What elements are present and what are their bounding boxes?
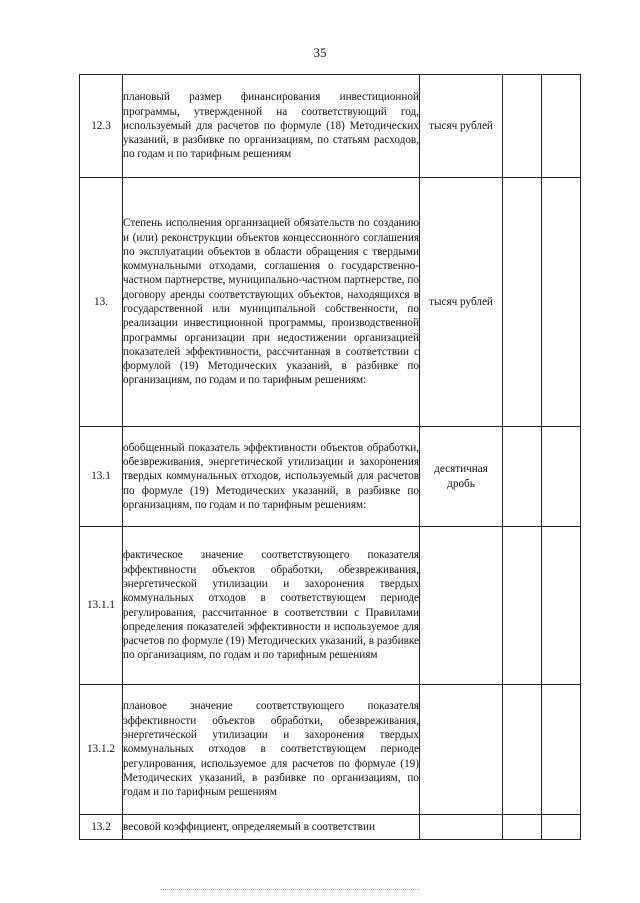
empty-cell xyxy=(503,527,542,685)
row-number: 13.1.1 xyxy=(80,527,123,685)
empty-cell xyxy=(542,178,581,427)
row-unit: тысяч рублей xyxy=(420,178,503,427)
indicator-table xyxy=(79,74,581,840)
table-row xyxy=(80,75,581,178)
row-description: фактическое значение соответствующего показателя эффективности объектов обработки, обезвреживания, энергетической утилизации и захоронения твердых коммунальных отходов в соответствующем периоде регулирования, рассчитанное в соответствии с Правилами определения показателей эффективности и используемое для расчетов по формуле (19) Методических указаний, в разбивке по организациям, по годам и по тарифным решениям xyxy=(123,527,420,685)
empty-cell xyxy=(503,178,542,427)
empty-cell xyxy=(503,685,542,815)
row-number: 13.2 xyxy=(80,815,123,840)
table-row xyxy=(80,427,581,527)
empty-cell xyxy=(503,75,542,178)
row-unit xyxy=(420,685,503,815)
row-description: плановый размер финансирования инвестиционной программы, утвержденной на соответствующий год, используемый для расчетов по формуле (18) Методических указаний, в разбивке по организациям, по статьям расходов, по годам и по тарифным решениям xyxy=(123,75,420,178)
row-description: плановое значение соответствующего показателя эффективности объектов обработки, обезвреживания, энергетической утилизации и захоронения твердых коммунальных отходов в соответствующем периоде регулирования, используемое для расчетов по формуле (19) Методических указаний, в разбивке по организациям, по годам и по тарифным решениям xyxy=(123,685,420,815)
empty-cell xyxy=(542,815,581,840)
page-number: 35 xyxy=(313,45,327,60)
row-unit xyxy=(420,527,503,685)
row-description: весовой коэффициент, определяемый в соответствии xyxy=(123,815,420,840)
scan-artifact xyxy=(160,889,420,890)
row-unit: десятичная дробь xyxy=(420,427,503,527)
row-number: 12.3 xyxy=(80,75,123,178)
row-unit: тысяч рублей xyxy=(420,75,503,178)
empty-cell xyxy=(542,685,581,815)
row-number: 13. xyxy=(80,178,123,427)
empty-cell xyxy=(542,427,581,527)
table-row xyxy=(80,178,581,427)
table-row xyxy=(80,685,581,815)
row-unit xyxy=(420,815,503,840)
table-row xyxy=(80,815,581,840)
table-row xyxy=(80,527,581,685)
empty-cell xyxy=(503,815,542,840)
empty-cell xyxy=(542,75,581,178)
empty-cell xyxy=(503,427,542,527)
empty-cell xyxy=(542,527,581,685)
row-description: Степень исполнения организацией обязательств по созданию и (или) реконструкции объектов концессионного соглашения по эксплуатации объектов в области обращения с твердыми коммунальными отходами, соглашения о государственно-частном партнерстве, муниципально-частном партнерстве, по договору аренды соответствующих объектов, находящихся в государственной или муниципальной собственности, по реализации инвестиционной программы, производственной программы организации при недостижении организацией показателей эффективности, рассчитанная в соответствии с формулой (19) Методических указаний, в разбивке по организациям, по годам и по тарифным решениям: xyxy=(123,178,420,427)
row-description: обобщенный показатель эффективности объектов обработки, обезвреживания, энергетической утилизации и захоронения твердых коммунальных отходов, используемый для расчетов по формуле (19) Методических указаний, в разбивке по организациям, по годам и по тарифным решениям: xyxy=(123,427,420,527)
row-number: 13.1.2 xyxy=(80,685,123,815)
row-number: 13.1 xyxy=(80,427,123,527)
